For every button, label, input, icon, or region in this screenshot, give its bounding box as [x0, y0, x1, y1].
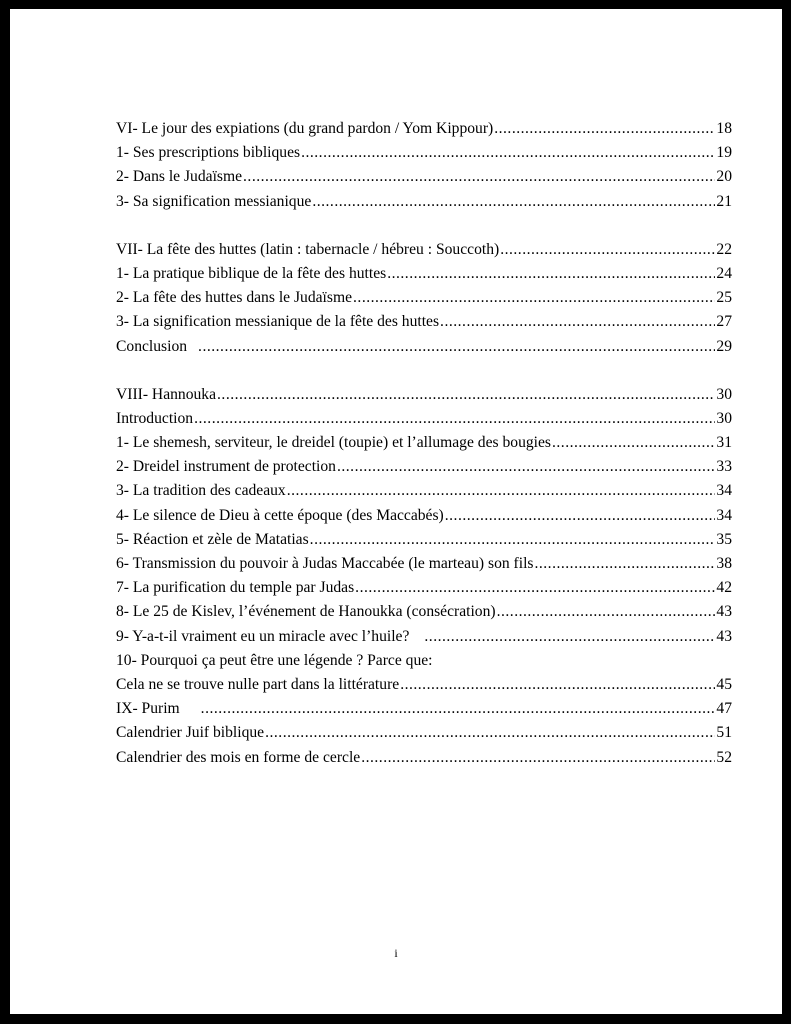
- toc-entry-page: 25: [716, 289, 732, 307]
- toc-entry-page: 52: [716, 748, 732, 766]
- toc-entry-title: 3- La signification messianique de la fête des huttes: [116, 313, 440, 331]
- toc-leader-dots: [361, 746, 715, 770]
- toc-entry-title: 2- Dreidel instrument de protection: [116, 458, 336, 476]
- toc-leader-dots: [552, 431, 715, 455]
- toc-entry[interactable]: [116, 190, 732, 214]
- toc-entry-title: 3- Sa signification messianique: [116, 192, 312, 210]
- toc-leader-dots: [312, 190, 715, 214]
- toc-entry[interactable]: [116, 383, 732, 407]
- toc-leader-dots: [243, 165, 715, 189]
- toc-entry[interactable]: [116, 649, 732, 673]
- toc-entry[interactable]: [116, 310, 732, 334]
- toc-entry[interactable]: [116, 576, 732, 600]
- toc-entry-title: 4- Le silence de Dieu à cette époque (des Maccabés): [116, 506, 444, 524]
- toc-section-viii: [116, 383, 732, 770]
- toc-entry-page: 35: [716, 530, 732, 548]
- toc-leader-dots: [355, 576, 715, 600]
- toc-entry-title: 10- Pourquoi ça peut être une légende ? Parce que:: [116, 651, 433, 669]
- toc-entry-page: 21: [716, 192, 732, 210]
- toc-leader-dots: [310, 528, 715, 552]
- toc-entry[interactable]: [116, 117, 732, 141]
- table-of-contents: [116, 117, 732, 770]
- toc-entry-title: 5- Réaction et zèle de Matatias: [116, 530, 309, 548]
- toc-entry[interactable]: [116, 335, 732, 359]
- toc-leader-dots: [201, 697, 715, 721]
- toc-entry[interactable]: [116, 721, 732, 745]
- toc-entry-title: 6- Transmission du pouvoir à Judas Maccabée (le marteau) son fils: [116, 555, 534, 572]
- toc-entry-title: IX- Purim: [116, 700, 180, 718]
- toc-entry-title: 1- La pratique biblique de la fête des huttes: [116, 264, 387, 282]
- toc-entry[interactable]: [116, 600, 732, 624]
- toc-entry[interactable]: [116, 504, 732, 528]
- toc-entry[interactable]: [116, 141, 732, 165]
- toc-entry-page: 34: [716, 482, 732, 500]
- toc-entry-title: 2- Dans le Judaïsme: [116, 168, 243, 186]
- toc-entry-page: 33: [716, 458, 732, 476]
- toc-entry[interactable]: [116, 673, 732, 697]
- toc-entry[interactable]: [116, 746, 732, 770]
- toc-entry-title: 7- La purification du temple par Judas: [116, 579, 355, 597]
- toc-leader-dots: [287, 479, 715, 503]
- toc-leader-dots: [445, 504, 715, 528]
- toc-entry-page: 51: [716, 724, 732, 742]
- toc-entry-page: 30: [716, 385, 732, 403]
- toc-entry[interactable]: [116, 697, 732, 721]
- toc-entry[interactable]: [116, 431, 732, 455]
- toc-entry[interactable]: [116, 238, 732, 262]
- toc-leader-dots: [400, 673, 715, 697]
- toc-entry-page: 30: [716, 409, 732, 427]
- toc-entry-title: VIII- Hannouka: [116, 385, 217, 403]
- toc-entry-page: 19: [716, 144, 732, 162]
- toc-entry-page: 31: [716, 434, 732, 452]
- toc-entry[interactable]: [116, 286, 732, 310]
- page-number: i: [394, 946, 398, 960]
- toc-entry-title: 8- Le 25 de Kislev, l’événement de Hanoukka (consécration): [116, 603, 496, 621]
- toc-entry-page: 38: [716, 555, 732, 572]
- toc-entry-title: 9- Y-a-t-il vraiment eu un miracle avec l’huile?: [116, 627, 410, 645]
- toc-entry[interactable]: [116, 552, 732, 576]
- toc-entry-page: 34: [716, 506, 732, 524]
- document-page: [10, 9, 782, 1014]
- toc-entry[interactable]: [116, 625, 732, 649]
- toc-entry-title: Conclusion: [116, 337, 188, 355]
- toc-entry[interactable]: [116, 528, 732, 552]
- toc-entry-page: 45: [716, 675, 732, 693]
- toc-entry[interactable]: [116, 165, 732, 189]
- toc-entry[interactable]: [116, 455, 732, 479]
- toc-entry-title: 3- La tradition des cadeaux: [116, 482, 286, 500]
- toc-entry-page: 47: [716, 700, 732, 718]
- toc-entry-page: 24: [716, 264, 732, 282]
- toc-section-vii: [116, 238, 732, 359]
- toc-entry-title: Introduction: [116, 409, 194, 427]
- toc-entry-page: 27: [716, 313, 732, 331]
- toc-leader-dots: [500, 238, 715, 262]
- toc-leader-dots: [534, 552, 715, 576]
- toc-entry-page: 29: [716, 337, 732, 355]
- toc-leader-dots: [440, 310, 715, 334]
- toc-entry-title: 1- Le shemesh, serviteur, le dreidel (toupie) et l’allumage des bougies: [116, 434, 551, 452]
- toc-entry-title: 2- La fête des huttes dans le Judaïsme: [116, 289, 353, 307]
- toc-entry-title: Calendrier des mois en forme de cercle: [116, 748, 361, 766]
- toc-leader-dots: [301, 141, 715, 165]
- toc-entry-page: 18: [716, 120, 732, 137]
- toc-entry-title: Cela ne se trouve nulle part dans la littérature: [116, 675, 400, 693]
- toc-leader-dots: [497, 600, 715, 624]
- toc-leader-dots: [194, 407, 715, 431]
- toc-entry-page: 22: [716, 240, 732, 258]
- toc-entry[interactable]: [116, 479, 732, 503]
- toc-leader-dots: [265, 721, 715, 745]
- toc-entry-page: 43: [716, 603, 732, 621]
- toc-entry-title: Calendrier Juif biblique: [116, 724, 265, 742]
- toc-leader-dots: [198, 335, 715, 359]
- toc-entry-page: 20: [716, 168, 732, 186]
- toc-leader-dots: [337, 455, 715, 479]
- toc-entry[interactable]: [116, 262, 732, 286]
- toc-entry-title: VII- La fête des huttes (latin : tabernacle / hébreu : Souccoth): [116, 240, 500, 258]
- toc-leader-dots: [353, 286, 715, 310]
- toc-section-vi: [116, 117, 732, 214]
- toc-leader-dots: [387, 262, 715, 286]
- toc-leader-dots: [424, 625, 715, 649]
- toc-entry[interactable]: [116, 407, 732, 431]
- toc-leader-dots: [217, 383, 715, 407]
- toc-entry-title: VI- Le jour des expiations (du grand pardon / Yom Kippour): [116, 120, 494, 137]
- toc-entry-title: 1- Ses prescriptions bibliques: [116, 144, 301, 162]
- toc-entry-page: 43: [716, 627, 732, 645]
- toc-entry-page: 42: [716, 579, 732, 597]
- toc-leader-dots: [494, 117, 715, 141]
